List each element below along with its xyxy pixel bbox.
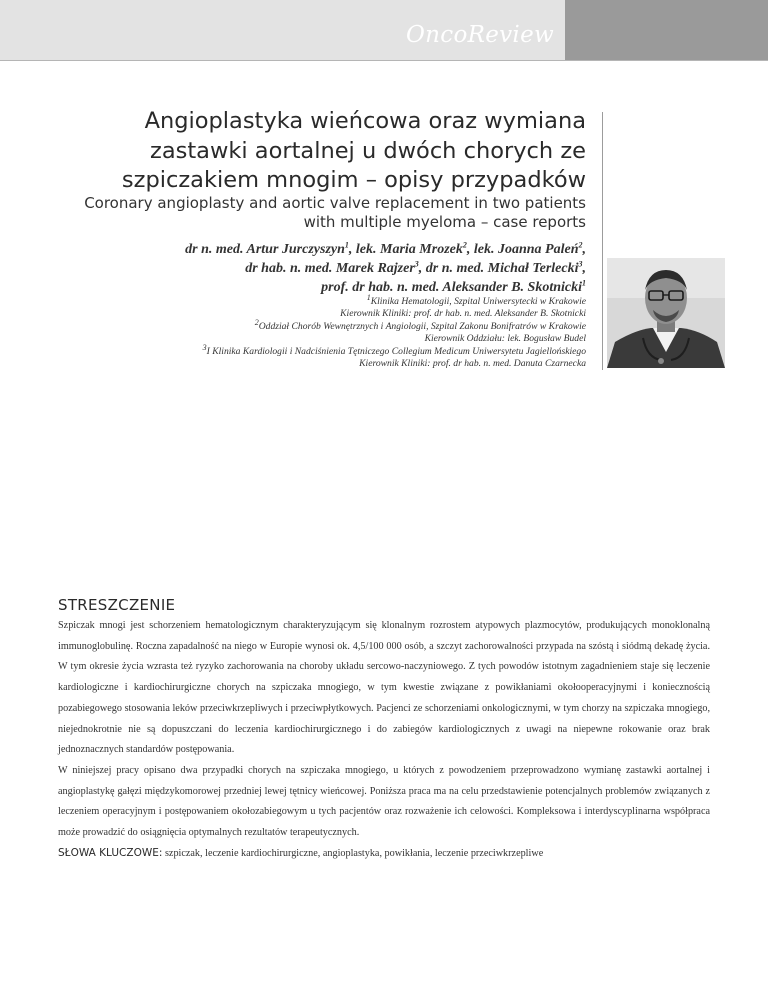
affiliation: $^3$I Klinika Kardiologii i Nadciśnienia Tętniczego Collegium Medicum Uniwersytetu Jagiellońskiego Kierownik Kliniki: prof. dr hab. n. med. Danuta Czarnecka — [202, 342, 586, 369]
author: dr n. med. Artur Jurczyszyn$^1$, — [185, 240, 353, 257]
journal-header-tab — [565, 0, 768, 60]
affiliation: $^1$Klinika Hematologii, Szpital Uniwersytecki w Krakowie Kierownik Kliniki: prof. dr hab. n. med. Aleksander B. Skotnicki — [340, 292, 586, 319]
author: dr hab. n. med. Marek Rajzer$^3$, — [245, 259, 423, 276]
keywords-text: szpiczak, leczenie kardiochirurgiczne, angioplastyka, powikłania, leczenie przeciwkrzepliwe — [164, 848, 544, 859]
author-photo — [607, 258, 725, 368]
affiliation: $^2$Oddział Chorób Wewnętrznych i Angiologii, Szpital Zakonu Bonifratrów w Krakowie Kierownik Oddziału: lek. Bogusław Budel — [254, 317, 586, 344]
abstract-heading: STRESZCZENIE — [58, 596, 176, 614]
abstract-paragraph: W niniejszej pracy opisano dwa przypadki chorych na szpiczaka mnogiego, u których z powodzeniem przeprowadzono wymianę zastawki aortalnej i angioplastykę gałęzi międzykomorowej przedniej lewej tętnicy wieńcowej. Poniższa praca ma na celu przedstawienie potencjalnych problemów związanych z leczeniem operacyjnym i postępowaniem okołozabiegowym u tych pacjentów oraz rozważenie ich celowości. Kompleksowa i interdyscyplinarna współpraca może prowadzić do osiągnięcia optymalnych rezultatów terapeutycznych. — [58, 764, 710, 839]
keywords — [58, 847, 710, 859]
keywords-label: SŁOWA KLUCZOWE: — [58, 847, 163, 859]
article-title: Angioplastyka wieńcowa oraz wymiana zastawki aortalnej u dwóch chorych ze szpiczakiem mnogim – opisy przypadków — [121, 108, 586, 193]
article-title-english: Coronary angioplasty and aortic valve replacement in two patients with multiple myeloma – case reports — [84, 194, 586, 231]
header-divider — [0, 60, 768, 61]
author: dr n. med. Michał Terlecki$^3$, — [425, 259, 586, 276]
vertical-rule — [602, 112, 603, 370]
abstract-paragraph: Szpiczak mnogi jest schorzeniem hematologicznym charakteryzującym się klonalnym rozrostem atypowych plazmocytów, produkujących monoklonalną immunoglobulinę. Roczna zapadalność na niego w Europie wynosi ok. 4,5/100 000 osób, a szczyt zachorowalności przypada na szóstą i siódmą dekadę życia. W tym okresie życia wzrasta też ryzyko zachorowania na choroby układu sercowo-naczyniowego. Z tych powodów istotnym zagadnieniem staje się leczenie kardiologiczne i kardiochirurgiczne chorych na szpiczaka mnogiego, w tym kwestie związane z powikłaniami okołooperacyjnymi i koniecznością pozabiegowego stosowania leków przeciwkrzepliwych i przeciwpłytkowych. Pacjenci ze schorzeniami onkologicznymi, w tym chorzy na szpiczaka mnogiego, niejednokrotnie nie są dopuszczani do leczenia kardiochirurgicznego i do zabiegów kardiologicznych z uwagi na niepewne rokowanie oraz brak jednoznacznych standardów postępowania. — [58, 620, 710, 756]
author: prof. dr hab. n. med. Aleksander B. Skotnicki$^1$ — [321, 278, 586, 295]
abstract-body — [58, 616, 710, 844]
affiliation-list — [20, 292, 586, 371]
author-list — [40, 240, 586, 297]
author: lek. Joanna Paleń$^2$, — [473, 240, 586, 257]
author: lek. Maria Mrozek$^2$, — [355, 240, 471, 257]
journal-name: OncoReview — [406, 22, 554, 48]
